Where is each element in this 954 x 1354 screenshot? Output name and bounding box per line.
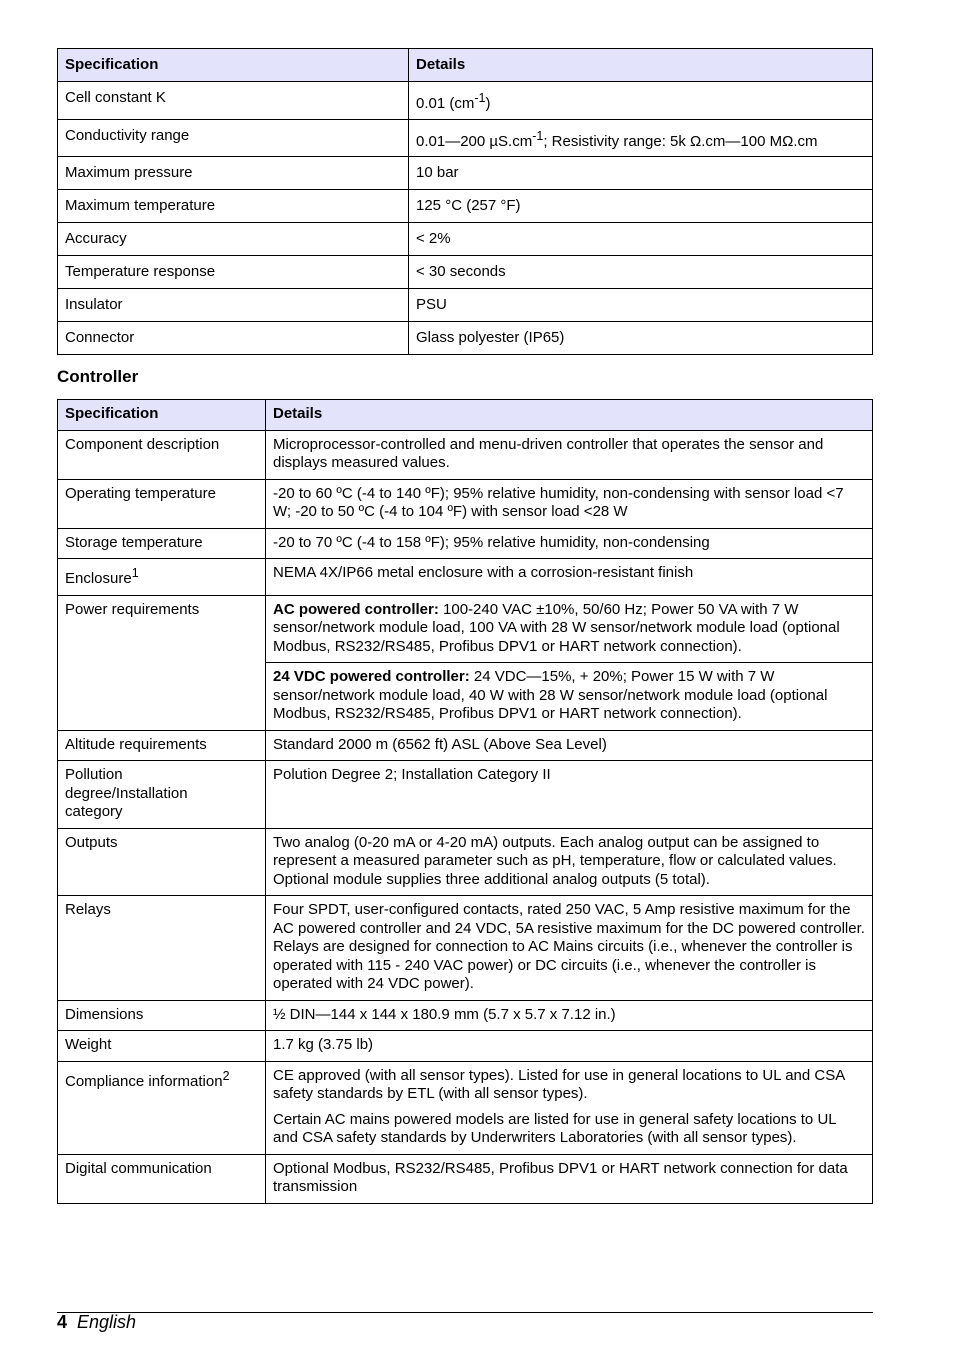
detail-cell: ½ DIN—144 x 144 x 180.9 mm (5.7 x 5.7 x 7.12 in.): [266, 1000, 873, 1031]
table-row: [58, 528, 873, 559]
table-row: [58, 559, 873, 596]
detail-cell: 125 °C (257 °F): [409, 190, 873, 223]
spec-cell: Connector: [58, 322, 409, 355]
spec-cell: Power requirements: [58, 595, 266, 730]
footer-divider: [57, 1312, 873, 1313]
controller-spec-table: [57, 399, 873, 1204]
spec-cell: Maximum pressure: [58, 157, 409, 190]
detail-cell: -20 to 60 ºC (-4 to 140 ºF); 95% relative humidity, non-condensing with sensor load <7 W; -20 to 50 ºC (-4 to 104 ºF) with sensor load <28 W: [266, 479, 873, 528]
superscript: -1: [474, 91, 486, 105]
table-row: [58, 223, 873, 256]
table-row: [58, 1061, 873, 1154]
detail-cell: < 2%: [409, 223, 873, 256]
spec-cell: Relays: [58, 896, 266, 1001]
detail-cell: [266, 1061, 873, 1154]
spec-cell: Temperature response: [58, 256, 409, 289]
footnote-marker: 1: [131, 566, 139, 580]
column-header-details: Details: [266, 400, 873, 431]
sensor-spec-table: [57, 48, 873, 355]
table-row: [58, 119, 873, 157]
detail-cell: Two analog (0-20 mA or 4-20 mA) outputs. Each analog output can be assigned to represent a measured parameter such as pH, temperature, flow or calculated values. Optional module supplies three additional analog outputs (5 total).: [266, 828, 873, 896]
spec-cell: Conductivity range: [58, 119, 409, 157]
spec-cell: Dimensions: [58, 1000, 266, 1031]
detail-cell: [409, 82, 873, 120]
table-header-row: [58, 49, 873, 82]
table-header-row: [58, 400, 873, 431]
spec-cell: Component description: [58, 430, 266, 479]
detail-cell: [266, 595, 873, 663]
spec-cell: Maximum temperature: [58, 190, 409, 223]
detail-cell: Standard 2000 m (6562 ft) ASL (Above Sea Level): [266, 730, 873, 761]
spec-cell: [58, 559, 266, 596]
table-row: [58, 479, 873, 528]
column-header-details: Details: [409, 49, 873, 82]
compliance-paragraph: Certain AC mains powered models are listed for use in general safety locations to UL and CSA safety standards by Underwriters Laboratories (with all sensor types).: [273, 1110, 837, 1146]
detail-cell: 10 bar: [409, 157, 873, 190]
ac-label: AC powered controller:: [273, 600, 439, 618]
spec-cell: Altitude requirements: [58, 730, 266, 761]
detail-cell: PSU: [409, 289, 873, 322]
dc-text: 24 VDC—15%, + 20%; Power 15 W with 7 W sensor/network module load, 40 W with 28 W sensor/network module load (optional Modbus, RS232/RS485, Profibus DPV1 or HART network connection).: [273, 668, 828, 722]
detail-cell: -20 to 70 ºC (-4 to 158 ºF); 95% relative humidity, non-condensing: [266, 528, 873, 559]
detail-cell: 1.7 kg (3.75 lb): [266, 1031, 873, 1062]
table-row: [58, 896, 873, 1001]
ac-text: 100-240 VAC ±10%, 50/60 Hz; Power 50 VA with 7 W sensor/network module load, 100 VA with 28 W sensor/network module load (optional Modbus, RS232/RS485, Profibus DPV1 or HART network connection).: [273, 600, 840, 655]
superscript: -1: [532, 128, 544, 143]
table-row: [58, 82, 873, 120]
page-footer: [57, 1312, 136, 1332]
detail-cell: NEMA 4X/IP66 metal enclosure with a corrosion-resistant finish: [266, 559, 873, 596]
table-row: [58, 157, 873, 190]
spec-cell: Operating temperature: [58, 479, 266, 528]
table-row: [58, 190, 873, 223]
spec-cell: Accuracy: [58, 223, 409, 256]
compliance-paragraph: CE approved (with all sensor types). Listed for use in general locations to UL and CSA safety standards by ETL (with all sensor types).: [273, 1066, 845, 1102]
spec-cell: [58, 1061, 266, 1154]
table-row: [58, 1154, 873, 1203]
section-heading-controller: Controller: [57, 367, 139, 386]
spec-cell: Insulator: [58, 289, 409, 322]
spec-cell: Storage temperature: [58, 528, 266, 559]
column-header-specification: Specification: [58, 49, 409, 82]
column-header-specification: Specification: [58, 400, 266, 431]
spec-text: Enclosure: [65, 570, 132, 587]
spec-cell: Cell constant K: [58, 82, 409, 120]
table-row: [58, 289, 873, 322]
spec-cell: Weight: [58, 1031, 266, 1062]
table-row: [58, 322, 873, 355]
footnote-marker: 2: [222, 1068, 230, 1083]
detail-cell: Glass polyester (IP65): [409, 322, 873, 355]
detail-cell: Microprocessor-controlled and menu-driven controller that operates the sensor and displays measured values.: [266, 430, 873, 479]
page-number: 4: [57, 1312, 68, 1332]
spec-cell: Digital communication: [58, 1154, 266, 1203]
detail-text-tail: ): [485, 95, 491, 112]
table-row: [58, 730, 873, 761]
detail-cell: < 30 seconds: [409, 256, 873, 289]
spec-cell: Outputs: [58, 828, 266, 896]
detail-cell: Four SPDT, user-configured contacts, rated 250 VAC, 5 Amp resistive maximum for the AC powered controller and 24 VDC, 5A resistive maximum for the DC powered controller. Relays are designed for connection to AC Mains circuits (i.e., whenever the controller is operated with 115 - 240 VAC power) or DC circuits (i.e., whenever the controller is operated with 24 VDC power).: [266, 896, 873, 1001]
table-row: [58, 430, 873, 479]
dc-label: 24 VDC powered controller:: [273, 668, 470, 685]
table-row: [58, 1031, 873, 1062]
spec-cell: Pollution degree/Installation category: [58, 761, 266, 829]
detail-text: 0.01 (cm: [416, 95, 475, 112]
detail-cell: [409, 119, 873, 157]
detail-text: 0.01—200 µS.cm: [416, 132, 533, 150]
table-row: [58, 256, 873, 289]
table-row: [58, 1000, 873, 1031]
table-row: [58, 595, 873, 663]
detail-text-tail: ; Resistivity range: 5k Ω.cm—100 MΩ.cm: [543, 132, 818, 150]
detail-cell: [266, 663, 873, 731]
table-row: [58, 761, 873, 829]
footer-language: English: [77, 1312, 137, 1332]
detail-cell: Polution Degree 2; Installation Category II: [266, 761, 873, 829]
detail-cell: Optional Modbus, RS232/RS485, Profibus DPV1 or HART network connection for data transmission: [266, 1154, 873, 1203]
table-row: [58, 828, 873, 896]
spec-text: Compliance information: [65, 1072, 223, 1090]
